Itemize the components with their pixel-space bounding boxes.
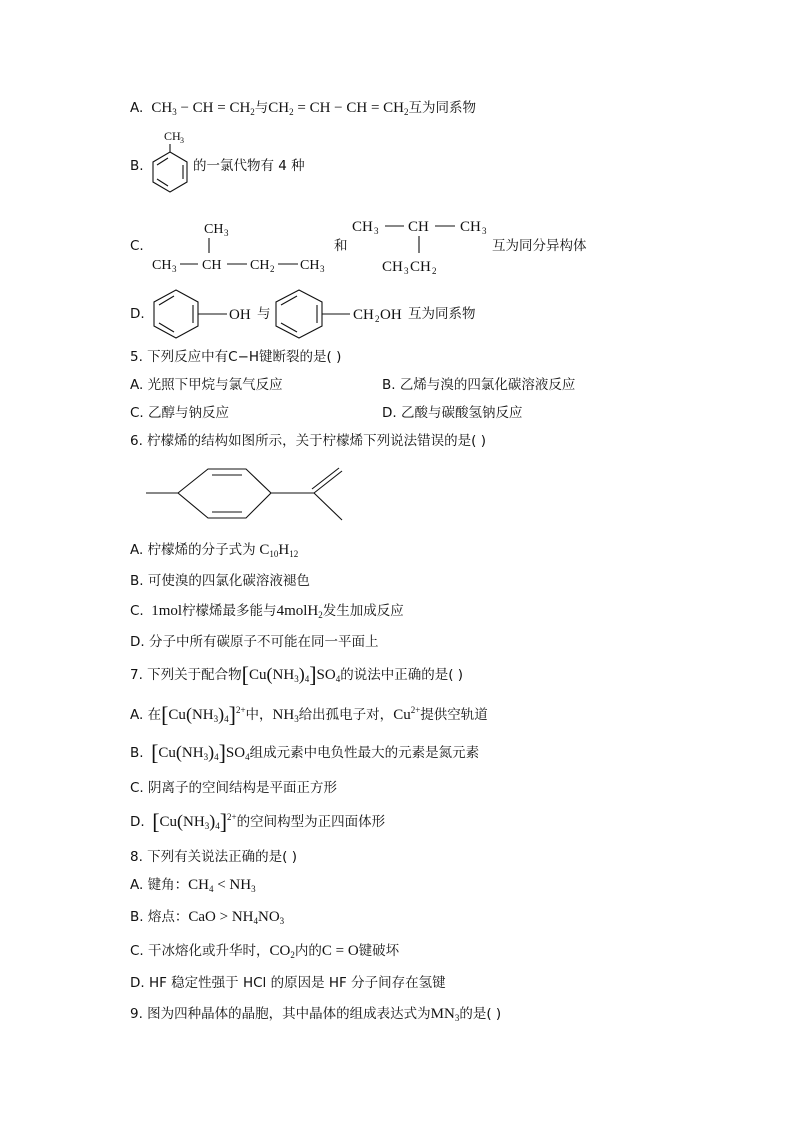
formula-butene: $CH_3$ − CH = $CH_2$ (147, 100, 255, 117)
svg-text:CH: CH (410, 259, 431, 275)
q8-option-b (130, 908, 284, 926)
svg-text:CH: CH (408, 219, 429, 235)
option-label: C. (130, 603, 144, 619)
option-label: B. 熔点： (130, 909, 189, 925)
q8-option-a (130, 876, 256, 894)
butane-structure (152, 215, 332, 275)
stem-text: 9. 图为四种晶体的晶胞，其中晶体的组成表达式为 (130, 1006, 431, 1022)
q5-stem: 5. 下列反应中有C−H键断裂的是( ) (130, 349, 342, 365)
stem-text: 的说法中正确的是( ) (340, 667, 464, 683)
svg-text:3: 3 (482, 226, 487, 236)
isobutane-structure (352, 211, 497, 281)
q4-option-d-with: 与 (257, 306, 271, 322)
option-label: D. (130, 814, 145, 830)
q6-option-b: B. 可使溴的四氯化碳溶液褪色 (130, 573, 310, 589)
option-text: 组成元素中电负性最大的元素是氮元素 (249, 745, 480, 761)
svg-text:3: 3 (320, 264, 325, 274)
stem-text: 7. 下列关于配合物 (130, 667, 242, 683)
svg-text:2: 2 (270, 264, 275, 274)
formula-bond-angle: $CH_4 < NH_3$ (188, 877, 256, 894)
q7-option-d (130, 809, 386, 834)
formula-co2: $CO_2$ (269, 943, 295, 960)
q4-option-c-and: 和 (334, 238, 348, 254)
svg-text:CH: CH (202, 258, 222, 273)
option-text: 内的 (294, 943, 322, 959)
svg-text:CH: CH (250, 258, 270, 273)
svg-text:2: 2 (432, 266, 437, 276)
svg-text:3: 3 (172, 264, 177, 274)
formula-cu2plus: $Cu^{2+}$ (393, 705, 421, 723)
q7-option-b (130, 740, 480, 765)
svg-text:OH: OH (229, 307, 251, 323)
svg-text:CH: CH (460, 219, 481, 235)
option-text: 柠檬烯最多能与 (182, 603, 277, 619)
q8-option-d: D. HF 稳定性强于 HCl 的原因是 HF 分子间存在氢键 (130, 975, 446, 991)
q5-option-b: B. 乙烯与溴的四氯化碳溶液反应 (382, 377, 576, 393)
q7-option-a (130, 702, 488, 727)
option-text: 的空间构型为正四面体形 (236, 814, 386, 830)
formula-butadiene: $CH_2$ = CH − CH = $CH_2$ (268, 100, 409, 117)
svg-text:OH: OH (380, 307, 402, 323)
limonene-structure (146, 466, 346, 524)
formula-complex-ion: $[Cu(NH_3)_4]^{2+}$ (161, 702, 246, 727)
q6-option-d: D. 分子中所有碳原子不可能在同一平面上 (130, 634, 379, 650)
option-text: 发生加成反应 (322, 603, 404, 619)
q8-option-c (130, 942, 399, 960)
svg-text:3: 3 (374, 226, 379, 236)
benzyl-alcohol-structure (272, 288, 412, 340)
svg-text:3: 3 (180, 136, 184, 145)
svg-text:CH: CH (164, 129, 181, 143)
q4-option-b-label: B. (130, 158, 144, 174)
svg-text:CH: CH (353, 307, 374, 323)
q5-option-d: D. 乙酸与碳酸氢钠反应 (382, 405, 523, 421)
q4-option-c-label: C. (130, 238, 144, 254)
q4-option-c-text: 互为同分异构体 (492, 238, 587, 254)
formula-complex: $[Cu(NH_3)_4]SO_4$ (151, 740, 250, 765)
amount-1mol: 1mol (143, 603, 183, 619)
option-label: A. (130, 100, 144, 116)
stem-text: 的是( ) (459, 1006, 502, 1022)
q4-option-a: A. $CH_3$ − CH = $CH_2$与$CH_2$ = CH − CH = $CH_2$互为同系物 (130, 100, 477, 117)
q7-option-c: C. 阴离子的空间结构是平面正方形 (130, 780, 338, 796)
formula-4molh2: 4molH$_2$ (276, 603, 323, 620)
phenol-structure (150, 288, 260, 340)
q8-stem: 8. 下列有关说法正确的是( ) (130, 849, 297, 865)
formula-c10h12: $C_{10}H_{12}$ (255, 542, 299, 559)
svg-text:3: 3 (404, 266, 409, 276)
formula-nh3: $NH_3$ (272, 707, 299, 724)
svg-text:CH: CH (300, 258, 320, 273)
q9-stem (130, 1005, 501, 1023)
formula-melting-point: CaO > $NH_4NO_3$ (188, 909, 285, 926)
option-text: 提供空轨道 (420, 707, 488, 723)
svg-text:3: 3 (224, 228, 229, 238)
svg-text:2: 2 (375, 314, 380, 324)
svg-text:CH: CH (204, 222, 224, 237)
formula-complex-ion: $[Cu(NH_3)_4]^{2+}$ (152, 809, 237, 834)
option-label: A. 在 (130, 707, 162, 723)
q6-stem: 6. 柠檬烯的结构如图所示，关于柠檬烯下列说法错误的是( ) (130, 433, 486, 449)
formula-mn3: $MN_3$ (430, 1006, 460, 1023)
option-label: C. 干冰熔化或升华时， (130, 943, 270, 959)
q4-option-b-text: 的一氯代物有 4 种 (193, 158, 305, 174)
q4-option-d-text: 互为同系物 (408, 306, 476, 322)
option-text: A. 柠檬烯的分子式为 (130, 542, 256, 558)
svg-text:CH: CH (152, 258, 172, 273)
option-label: A. 键角： (130, 877, 189, 893)
formula-c-o-double: C = O (321, 943, 359, 959)
q5-option-c: C. 乙醇与钠反应 (130, 405, 230, 421)
option-label: B. (130, 745, 144, 761)
option-text: 给出孤电子对， (298, 707, 394, 723)
q6-option-c (130, 602, 404, 620)
q4-option-d-label: D. (130, 306, 145, 322)
q5-option-a: A. 光照下甲烷与氯气反应 (130, 377, 283, 393)
option-text: 键破坏 (358, 943, 400, 959)
toluene-structure (148, 128, 193, 198)
q6-option-a (130, 541, 298, 559)
svg-text:CH: CH (382, 259, 403, 275)
option-text: 中， (245, 707, 273, 723)
formula-complex: $[Cu(NH_3)_4]SO_4$ (241, 662, 341, 687)
option-text: 互为同系物 (408, 100, 477, 116)
q7-stem (130, 662, 464, 687)
svg-text:CH: CH (352, 219, 373, 235)
